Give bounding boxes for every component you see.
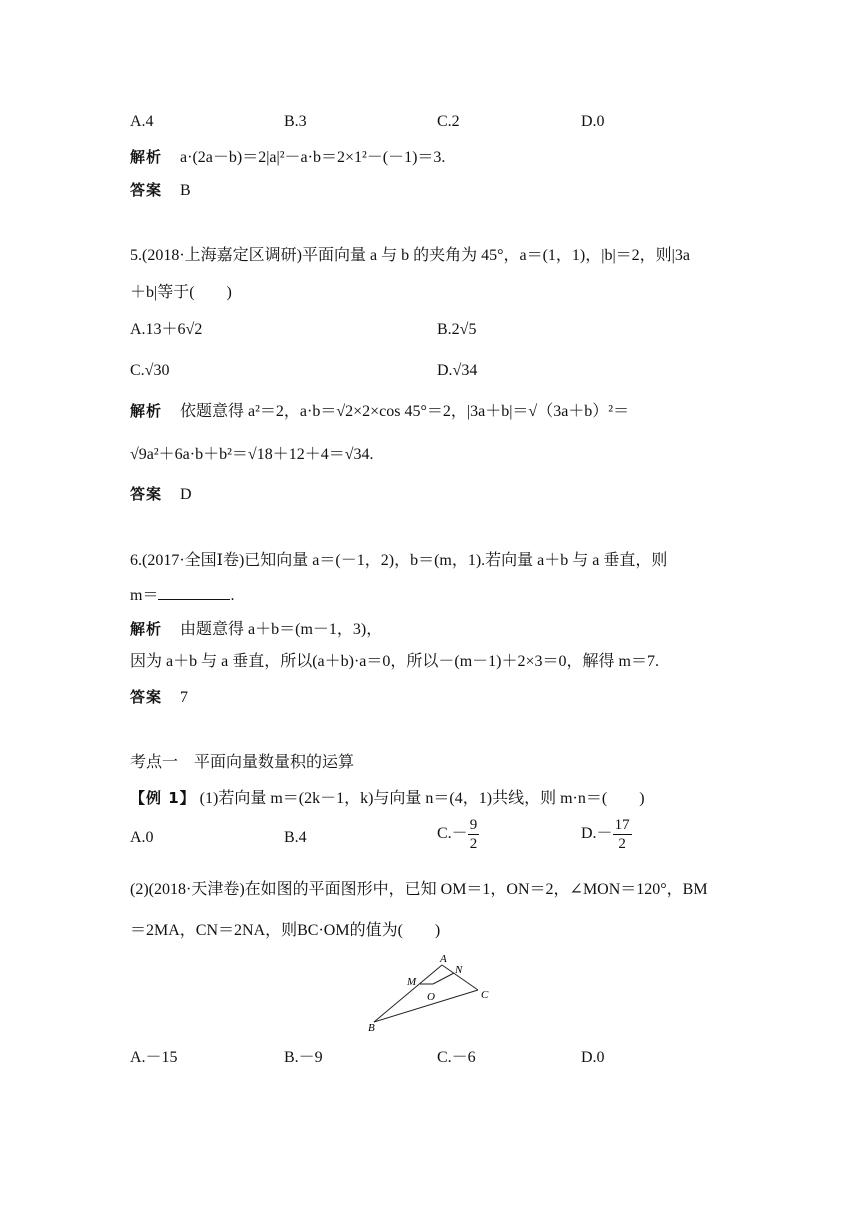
ex2-option-d: D.0	[581, 1049, 605, 1066]
q5-option-a: A.13＋6√2	[130, 321, 203, 338]
q5-analysis	[130, 399, 629, 424]
q5-analysis-line1: 依题意得 a²＝2，a·b＝√2×2×cos 45°＝2，|3a＋b|＝√（3a＋b）²＝	[180, 403, 630, 420]
ex2-stem-line2: ＝2MA，CN＝2NA，则BC·OM的值为( )	[130, 922, 441, 939]
fraction-denominator: 2	[469, 836, 478, 852]
example-1-stem	[130, 786, 645, 811]
q5-stem-line1: 5.(2018·上海嘉定区调研)平面向量 a 与 b 的夹角为 45°，a＝(1，1)，|b|＝2，则|3a	[130, 247, 690, 264]
label-B: B	[368, 1022, 375, 1034]
q5-option-b: B.2√5	[437, 321, 477, 338]
q6-stem-line2	[130, 584, 234, 608]
q5-answer-value: D	[180, 486, 192, 503]
answer-label: 答案	[130, 181, 163, 199]
ex1-option-c	[437, 816, 479, 853]
ex1-option-a: A.0	[130, 829, 154, 846]
ex1-option-d-prefix: D.－	[581, 825, 613, 843]
label-M: M	[407, 976, 417, 988]
analysis-label: 解析	[130, 620, 163, 638]
fraction	[468, 816, 480, 853]
q6-stem-prefix: m＝	[130, 587, 159, 604]
q6-analysis-line2: 因为 a＋b 与 a 垂直，所以(a＋b)·a＝0，所以－(m－1)＋2×3＝0，解得 m＝7.	[130, 653, 659, 670]
segment-ON	[433, 973, 454, 984]
answer-blank	[158, 585, 230, 600]
q4-analysis-text: a·(2a－b)＝2|a|²－a·b＝2×1²－(－1)＝3.	[180, 149, 446, 166]
q4-analysis	[130, 145, 445, 170]
ex1-option-d	[581, 816, 632, 853]
section-title: 考点一 平面向量数量积的运算	[130, 754, 355, 771]
fraction-numerator: 17	[614, 817, 630, 833]
example-label: 【例 1】	[130, 789, 196, 807]
ex1-option-c-prefix: C.－	[437, 825, 468, 843]
analysis-label: 解析	[130, 148, 163, 166]
q4-option-d: D.0	[581, 113, 605, 130]
ex1-option-b: B.4	[284, 829, 307, 846]
q5-stem-line2: ＋b|等于( )	[130, 284, 232, 301]
answer-label: 答案	[130, 688, 163, 706]
fraction	[613, 816, 632, 853]
example-1-text: (1)若向量 m＝(2k－1，k)与向量 n＝(4，1)共线，则 m·n＝( )	[195, 790, 645, 807]
label-O: O	[427, 991, 435, 1003]
q6-stem-line1: 6.(2017·全国Ⅰ卷)已知向量 a＝(－1，2)，b＝(m，1).若向量 a＋b 与 a 垂直，则	[130, 552, 668, 569]
fraction-denominator: 2	[618, 836, 626, 852]
analysis-label: 解析	[130, 402, 163, 420]
q4-option-b: B.3	[284, 113, 307, 130]
label-A: A	[440, 953, 447, 965]
label-N: N	[455, 964, 463, 976]
q5-option-d: D.√34	[437, 362, 478, 379]
q6-stem-suffix: .	[230, 587, 235, 604]
ex2-stem-line1: (2)(2018·天津卷)在如图的平面图形中，已知 OM＝1，ON＝2，∠MON＝120°，BM	[130, 881, 708, 898]
fraction-numerator: 9	[469, 817, 478, 833]
q6-answer-value: 7	[180, 689, 189, 706]
answer-label: 答案	[130, 485, 163, 503]
ex2-option-c: C.－6	[437, 1049, 476, 1066]
q4-option-a: A.4	[130, 113, 154, 130]
q4-option-c: C.2	[437, 113, 460, 130]
geometry-figure	[360, 950, 510, 1035]
q5-analysis-line2: √9a²＋6a·b＋b²＝√18＋12＋4＝√34.	[130, 446, 374, 463]
label-C: C	[481, 989, 489, 1001]
q6-analysis-line1: 由题意得 a＋b＝(m－1，3)，	[180, 621, 383, 638]
q5-answer	[130, 482, 192, 507]
q5-option-c: C.√30	[130, 362, 170, 379]
ex2-option-a: A.－15	[130, 1049, 178, 1066]
q6-analysis	[130, 617, 382, 642]
q4-answer	[130, 178, 191, 203]
q6-answer	[130, 685, 188, 710]
q4-answer-value: B	[180, 182, 191, 199]
segment-BC	[374, 990, 478, 1022]
ex2-option-b: B.－9	[284, 1049, 323, 1066]
